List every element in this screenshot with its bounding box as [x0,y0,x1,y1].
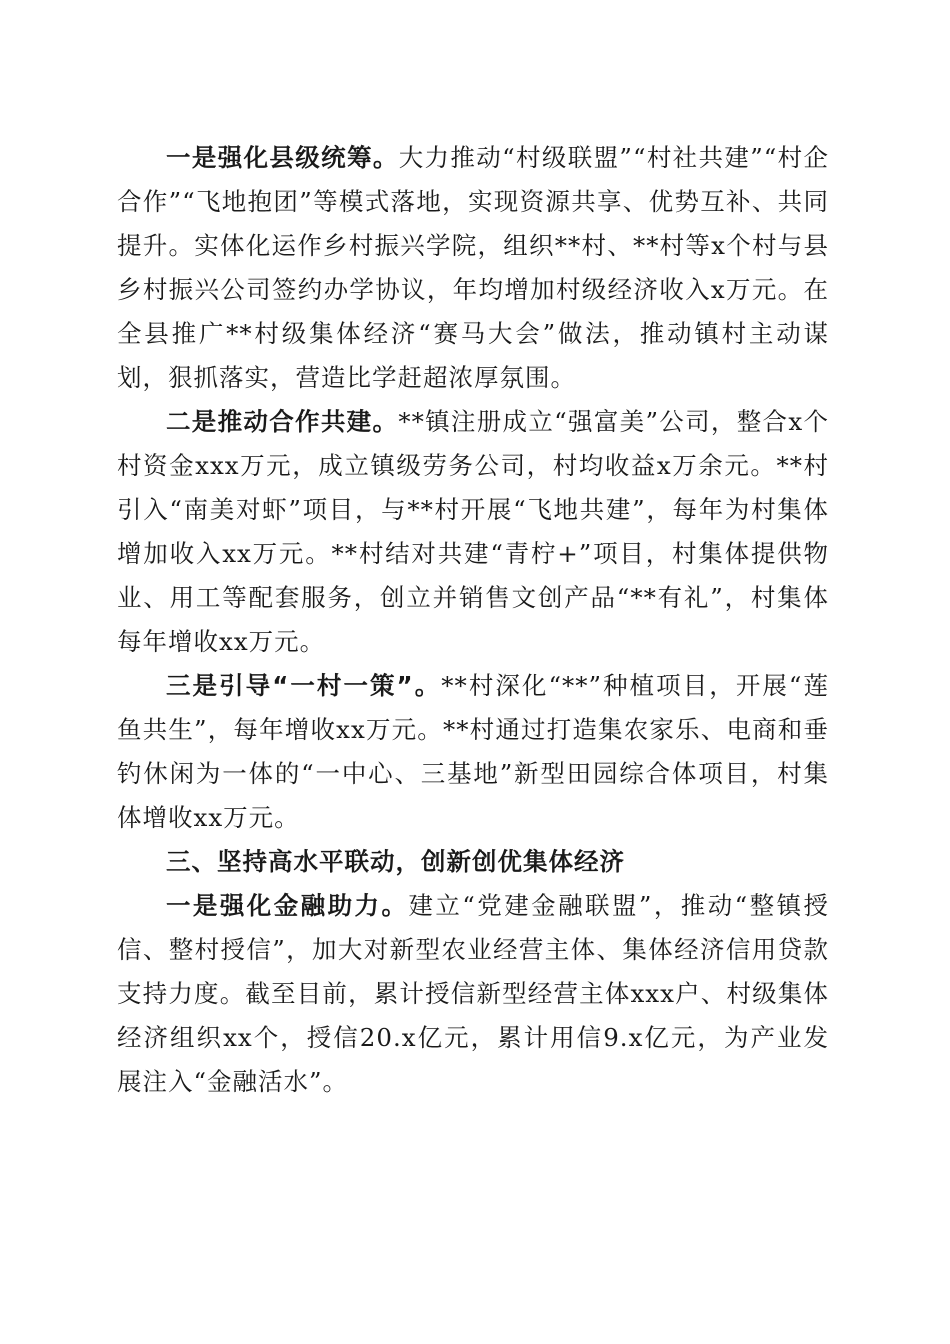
paragraph-lead: 一是强化县级统筹。 [166,143,399,172]
paragraph-cooperation [117,400,829,664]
paragraph-text: 建立“党建金融联盟”，推动“整镇授信、整村授信”，加大对新型农业经营主体、集体经济信用贷款支持力度。截至目前，累计授信新型经营主体xxx户、村级集体经济组织xx个，授信20.x亿元，累计用信9.x亿元，为产业发展注入“金融活水”。 [117,891,830,1096]
paragraph-text: **村深化“**”种植项目，开展“莲鱼共生”，每年增收xx万元。**村通过打造集农家乐、电商和垂钓休闲为一体的“一中心、三基地”新型田园综合体项目，村集体增收xx万元。 [117,671,830,832]
paragraph-financial-support [117,884,829,1104]
paragraph-text: 大力推动“村级联盟”“村社共建”“村企合作”“飞地抱团”等模式落地，实现资源共享、优势互补、共同提升。实体化运作乡村振兴学院，组织**村、**村等x个村与县乡村振兴公司签约办学协议，年均增加村级经济收入x万元。在全县推广**村级集体经济“赛马大会”做法，推动镇村主动谋划，狠抓落实，营造比学赶超浓厚氛围。 [117,143,830,392]
paragraph-lead: 三是引导“一村一策”。 [166,671,442,700]
paragraph-text: **镇注册成立“强富美”公司，整合x个村资金xxx万元，成立镇级劳务公司，村均收益x万余元。**村引入“南美对虾”项目，与**村开展“飞地共建”，每年为村集体增加收入xx万元。**村结对共建“青柠+”项目，村集体提供物业、用工等配套服务，创立并销售文创产品“**有礼”，村集体每年增收xx万元。 [117,407,829,656]
paragraph-lead: 一是强化金融助力。 [166,891,409,920]
section-heading: 三、坚持高水平联动，创新创优集体经济 [166,847,625,876]
paragraph-one-village-one-policy [117,664,829,840]
document-body [117,136,829,1104]
paragraph-county-coordination [117,136,829,400]
paragraph-lead: 二是推动合作共建。 [166,407,399,436]
